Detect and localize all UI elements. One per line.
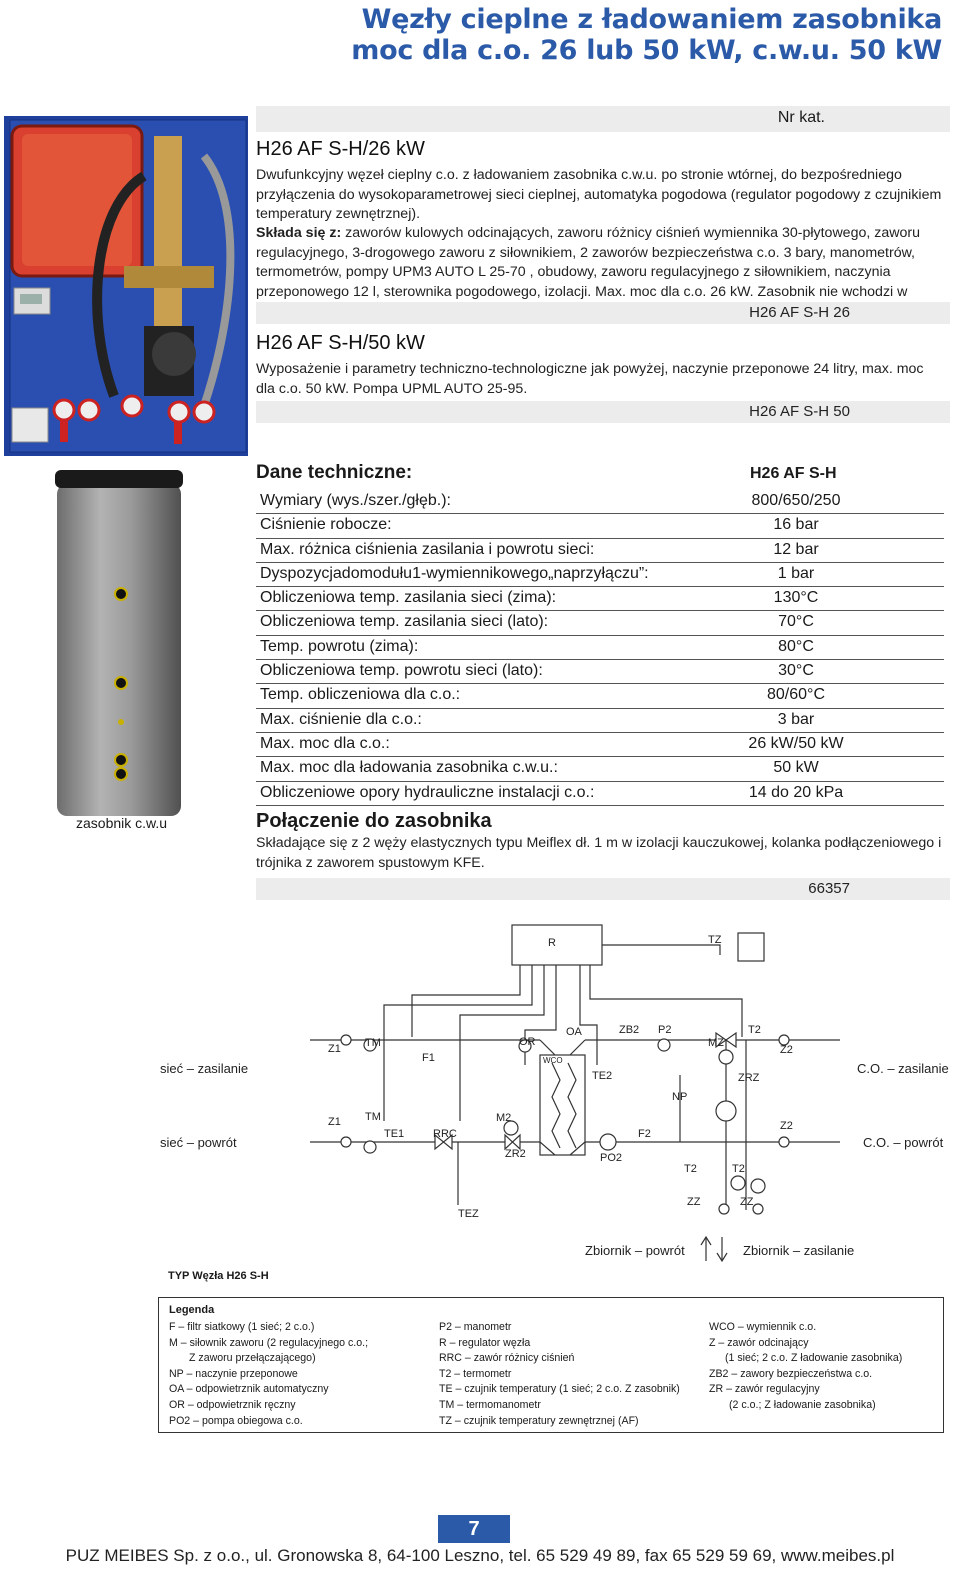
tech-row-value: 30°C bbox=[778, 662, 814, 680]
connection-code: 66357 bbox=[808, 880, 850, 897]
tech-heading: Dane techniczne: bbox=[256, 462, 413, 483]
tag-P2: P2 bbox=[658, 1024, 672, 1036]
product2-title: H26 AF S-H/50 kW bbox=[256, 332, 425, 354]
tag-Z2-return: Z2 bbox=[780, 1120, 793, 1132]
tech-row-label: Dyspozycjadomodułu1-wymiennikowego„naprzyłączu”: bbox=[260, 564, 649, 582]
product2-code: H26 AF S-H 50 bbox=[749, 403, 850, 420]
product2-code-band bbox=[256, 401, 950, 423]
tech-row bbox=[256, 684, 944, 708]
legend-item: F – filtr siatkowy (1 sieć; 2 c.o.) bbox=[169, 1321, 315, 1333]
legend-item: ZB2 – zawory bezpieczeństwa c.o. bbox=[709, 1367, 873, 1380]
tech-row bbox=[256, 660, 944, 684]
tag-MZ: MZ bbox=[708, 1037, 724, 1049]
consists-label: Składa się z: bbox=[256, 225, 342, 241]
tag-NP: NP bbox=[672, 1091, 688, 1103]
tag-ZRZ: ZRZ bbox=[738, 1072, 760, 1084]
legend-item: M – siłownik zaworu (2 regulacyjnego c.o.; bbox=[169, 1336, 369, 1349]
product1-title: H26 AF S-H/26 kW bbox=[256, 138, 425, 160]
footer: PUZ MEIBES Sp. z o.o., ul. Gronowska 8, 64-100 Leszno, tel. 65 529 49 89, fax 65 529 59 69, www.meibes.pl bbox=[65, 1546, 895, 1565]
connection-heading: Połączenie do zasobnika bbox=[256, 810, 492, 832]
page-title bbox=[351, 4, 942, 66]
tech-row-label: Max. różnica ciśnienia zasilania i powrotu sieci: bbox=[260, 540, 595, 558]
tag-TZ: TZ bbox=[708, 934, 722, 946]
tag-TM-supply: TM bbox=[365, 1037, 381, 1049]
legend-item: R – regulator węzła bbox=[439, 1336, 531, 1349]
tech-row bbox=[256, 539, 944, 563]
tech-row bbox=[256, 611, 944, 635]
tag-OA: OA bbox=[566, 1026, 582, 1038]
tag-T2-return-b: T2 bbox=[732, 1163, 745, 1175]
tech-row-label: Max. moc dla c.o.: bbox=[260, 734, 390, 752]
consists-text: zaworów kulowych odcinających, zaworu różnicy ciśnień wymiennika 30-płytowego, zaworu regulacyjnego, 3-drogowego zaworu z siłownikiem, 2 zaworów bezpieczeństwa c.o. 3 bary, manometrów, termometrów, pompy UPM3 AUTO L 25-70 , obudowy, zaworu regulacyjnego z siłownikiem, naczynia przeponowego 12 l, sterownika pogodowego, izolacji. Max. moc dla c.o. 26 kW. Zasobnik nie wchodzi w bbox=[256, 225, 920, 300]
heat-node-photo bbox=[4, 116, 248, 456]
label-tank-supply: Zbiornik – zasilanie bbox=[743, 1243, 855, 1258]
nr-kat-label: Nr kat. bbox=[777, 109, 825, 126]
tag-TE1: TE1 bbox=[384, 1128, 405, 1140]
tank-caption: zasobnik c.w.u bbox=[76, 815, 168, 831]
tech-row bbox=[256, 563, 944, 587]
typ-label: TYP Węzła H26 S-H bbox=[168, 1270, 269, 1282]
legend-item: TZ – czujnik temperatury zewnętrznej (AF) bbox=[439, 1414, 639, 1427]
connection-desc: Składające się z 2 węży elastycznych typu Meiflex dł. 1 m w izolacji kauczukowej, kolanka podłączeniowego i trójnika z zaworem spustowym KFE. bbox=[256, 835, 942, 871]
page-title-line2: moc dla c.o. 26 lub 50 kW, c.w.u. 50 kW bbox=[351, 35, 942, 66]
tag-OR: OR bbox=[519, 1036, 536, 1048]
tag-R: R bbox=[548, 937, 556, 949]
tech-column-header: H26 AF S-H bbox=[750, 465, 837, 482]
tech-row-value: 26 kW/50 kW bbox=[748, 734, 844, 752]
connection-code-band bbox=[256, 878, 950, 900]
tag-ZB2: ZB2 bbox=[619, 1024, 640, 1036]
tech-row-value: 12 bar bbox=[773, 540, 819, 558]
label-right-return: C.O. – powrót bbox=[863, 1135, 944, 1150]
tag-F2: F2 bbox=[638, 1128, 651, 1140]
legend-item: T2 – termometr bbox=[439, 1367, 512, 1380]
product1-desc: Dwufunkcyjny węzeł cieplny c.o. z ładowaniem zasobnika c.w.u. po stronie wtórnej, do bezpośredniego przyłączenia do wysokoparametrowej sieci cieplnej, automatyka pogodowa (regulator pogodowy z czujnikiem temperatury zewnętrznej). bbox=[256, 167, 942, 222]
tech-row-label: Max. moc dla ładowania zasobnika c.w.u.: bbox=[260, 759, 558, 777]
tech-row-value: 1 bar bbox=[777, 564, 815, 582]
legend-item: ZR – zawór regulacyjny bbox=[709, 1383, 820, 1396]
tech-row-value: 70°C bbox=[778, 613, 814, 631]
tech-row-label: Ciśnienie robocze: bbox=[260, 516, 392, 534]
tag-M2: M2 bbox=[496, 1112, 512, 1124]
tech-row-value: 800/650/250 bbox=[751, 492, 841, 509]
tech-row-value: 80°C bbox=[778, 637, 814, 655]
tech-row-value: 16 bar bbox=[773, 516, 819, 534]
tech-row-value: 14 do 20 kPa bbox=[748, 783, 844, 801]
product1-code: H26 AF S-H 26 bbox=[749, 304, 850, 321]
tech-row bbox=[256, 782, 944, 806]
tag-Z1-supply: Z1 bbox=[328, 1043, 341, 1055]
legend-item: TM – termomanometr bbox=[439, 1398, 541, 1411]
tag-TEZ: TEZ bbox=[458, 1208, 479, 1220]
legend-item: TE – czujnik temperatury (1 sieć; 2 c.o. Z zasobnik) bbox=[439, 1383, 680, 1396]
legend-col3 bbox=[709, 1320, 902, 1414]
hydraulic-schematic bbox=[160, 915, 950, 1285]
legend-item: NP – naczynie przeponowe bbox=[169, 1367, 298, 1380]
tag-PO2: PO2 bbox=[600, 1152, 623, 1164]
tech-row bbox=[256, 733, 944, 757]
legend-item: (1 sieć; 2 c.o. Z ładowanie zasobnika) bbox=[725, 1352, 903, 1365]
tech-row-label: Obliczeniowa temp. zasilania sieci (zima): bbox=[260, 589, 557, 607]
tech-row bbox=[256, 587, 944, 611]
legend-item: Z zaworu przełączającego) bbox=[189, 1352, 316, 1365]
product2-desc: Wyposażenie i parametry techniczno-technologiczne jak powyżej, naczynie przeponowe 24 litry, max. moc dla c.o. 50 kW. Pompa UPML AUTO 25-95. bbox=[256, 361, 924, 397]
tag-Z2-supply: Z2 bbox=[780, 1044, 793, 1056]
tag-Z1-return: Z1 bbox=[328, 1116, 341, 1128]
legend-col2 bbox=[439, 1320, 680, 1429]
tag-T2-supply: T2 bbox=[748, 1024, 761, 1036]
tech-row bbox=[256, 636, 944, 660]
legend-item: PO2 – pompa obiegowa c.o. bbox=[169, 1414, 303, 1427]
legend-title: Legenda bbox=[169, 1304, 215, 1316]
label-left-supply: sieć – zasilanie bbox=[160, 1061, 249, 1076]
catalog-band-header bbox=[256, 106, 950, 132]
legend-item: P2 – manometr bbox=[439, 1321, 512, 1333]
label-tank-return: Zbiornik – powrót bbox=[585, 1243, 685, 1258]
tech-row-label: Temp. powrotu (zima): bbox=[260, 637, 419, 655]
tech-row bbox=[256, 514, 944, 538]
tech-row-label: Obliczeniowa temp. zasilania sieci (lato): bbox=[260, 613, 549, 631]
tank-photo bbox=[55, 470, 185, 820]
tech-row-value: 3 bar bbox=[777, 710, 815, 728]
tag-WCO: WCO bbox=[543, 1056, 563, 1065]
tag-RRC: RRC bbox=[433, 1128, 457, 1140]
legend-item: WCO – wymiennik c.o. bbox=[709, 1321, 817, 1333]
legend-item: OA – odpowietrznik automatyczny bbox=[169, 1383, 329, 1396]
tag-ZZ-a: ZZ bbox=[687, 1196, 701, 1208]
legend-box bbox=[158, 1297, 944, 1433]
page-number: 7 bbox=[438, 1515, 510, 1543]
label-left-return: sieć – powrót bbox=[160, 1135, 237, 1150]
tech-row-value: 130°C bbox=[773, 589, 819, 607]
tag-F1: F1 bbox=[422, 1052, 435, 1064]
tech-row-label: Obliczeniowa temp. powrotu sieci (lato): bbox=[260, 662, 543, 680]
tech-row-label: Temp. obliczeniowa dla c.o.: bbox=[260, 686, 461, 704]
product1-code-band bbox=[256, 302, 950, 324]
tag-TM-return: TM bbox=[365, 1111, 381, 1123]
label-right-supply: C.O. – zasilanie bbox=[857, 1061, 949, 1076]
tech-row-value: 50 kW bbox=[773, 759, 819, 777]
tag-TE2: TE2 bbox=[592, 1070, 613, 1082]
tech-row bbox=[256, 757, 944, 781]
legend-col1 bbox=[169, 1320, 368, 1429]
tech-row-label: Wymiary (wys./szer./głęb.): bbox=[260, 492, 451, 509]
legend-item: Z – zawór odcinający bbox=[709, 1336, 809, 1349]
legend-item: (2 c.o.; Z ładowanie zasobnika) bbox=[729, 1398, 876, 1411]
tech-row-label: Max. ciśnienie dla c.o.: bbox=[260, 710, 422, 728]
legend-item: RRC – zawór różnicy ciśnień bbox=[439, 1352, 575, 1365]
tech-row-label: Obliczeniowe opory hydrauliczne instalacji c.o.: bbox=[260, 783, 595, 801]
tech-row bbox=[256, 490, 944, 514]
legend-item: OR – odpowietrznik ręczny bbox=[169, 1398, 296, 1411]
tag-T2-return-a: T2 bbox=[684, 1163, 697, 1175]
tag-ZZ-b: ZZ bbox=[740, 1196, 754, 1208]
tech-table bbox=[256, 490, 944, 806]
tech-row-value: 80/60°C bbox=[767, 686, 825, 704]
tag-ZR2: ZR2 bbox=[505, 1148, 526, 1160]
tech-row bbox=[256, 709, 944, 733]
page-title-line1: Węzły cieplne z ładowaniem zasobnika bbox=[361, 4, 942, 35]
